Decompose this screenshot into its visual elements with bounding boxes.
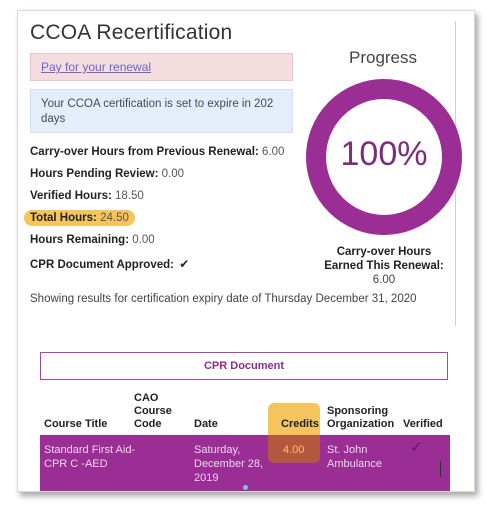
verified-value: 18.50 [115,190,144,202]
carry-earned-line1: Carry-over Hours [336,246,432,258]
carry-over-stat [30,146,284,158]
text-cursor [440,461,441,477]
cpr-document-heading: CPR Document [40,352,448,380]
cpr-approved-stat [30,257,189,271]
col-date: Date [194,418,218,430]
carry-over-earned-label [314,245,454,273]
col-cao-line1: CAO [134,392,159,404]
page-title: CCOA Recertification [30,21,233,44]
remaining-label: Hours Remaining: [30,234,130,246]
carry-over-value: 6.00 [262,146,285,158]
checkmark-icon: ✔ [179,257,190,271]
col-cao-line3: Code [134,418,162,430]
expiry-notice: Your CCOA certification is set to expire in 202 days [30,89,293,133]
carry-earned-line2: Earned This Renewal: [324,260,444,272]
cell-date-line2: December 28, [194,458,264,470]
pay-renewal-banner [30,53,293,81]
recertification-panel [17,10,475,492]
col-sponsoring-org [327,405,394,431]
cell-credits: 4.00 [283,444,305,456]
cell-org-line2: Ambulance [327,458,383,470]
pending-stat [30,168,184,180]
progress-title: Progress [348,48,418,67]
scroll-indicator-dot [243,485,248,490]
col-credits: Credits [281,418,319,430]
pending-value: 0.00 [161,168,185,180]
cpr-approved-label: CPR Document Approved: [30,259,174,271]
verified-stat [30,190,144,202]
cell-date-line1: Saturday, [194,444,241,456]
total-value: 24.50 [100,212,129,224]
remaining-stat [30,234,155,246]
pending-label: Hours Pending Review: [30,168,159,180]
cell-course-line2: CPR C -AED [44,458,108,470]
cell-course-line1: Standard First Aid- [44,444,136,456]
col-course-title: Course Title [44,418,108,430]
cell-date-line3: 2019 [194,472,219,484]
showing-results-text: Showing results for certification expiry date of Thursday December 31, 2020 [30,293,417,305]
cell-sponsoring-org [327,443,382,471]
col-org-line1: Sponsoring [327,405,389,417]
total-label: Total Hours: [30,212,97,224]
col-verified: Verified [403,418,443,430]
progress-percent: 100% [340,135,428,173]
total-stat [30,212,135,224]
carry-over-label: Carry-over Hours from Previous Renewal: [30,146,259,158]
verified-label: Verified Hours: [30,190,112,202]
col-org-line2: Organization [327,418,395,430]
cell-org-line1: St. John [327,444,368,456]
col-cao-line2: Course [134,405,172,417]
pay-renewal-link[interactable]: Pay for your renewal [41,60,152,74]
remaining-value: 0.00 [132,234,155,246]
carry-over-earned-value: 6.00 [372,274,396,286]
cell-course-title [44,443,135,471]
verified-check-icon: ✓ [410,439,423,456]
cell-date [194,443,263,485]
total-highlight [24,210,135,226]
col-cao-code [134,392,172,431]
